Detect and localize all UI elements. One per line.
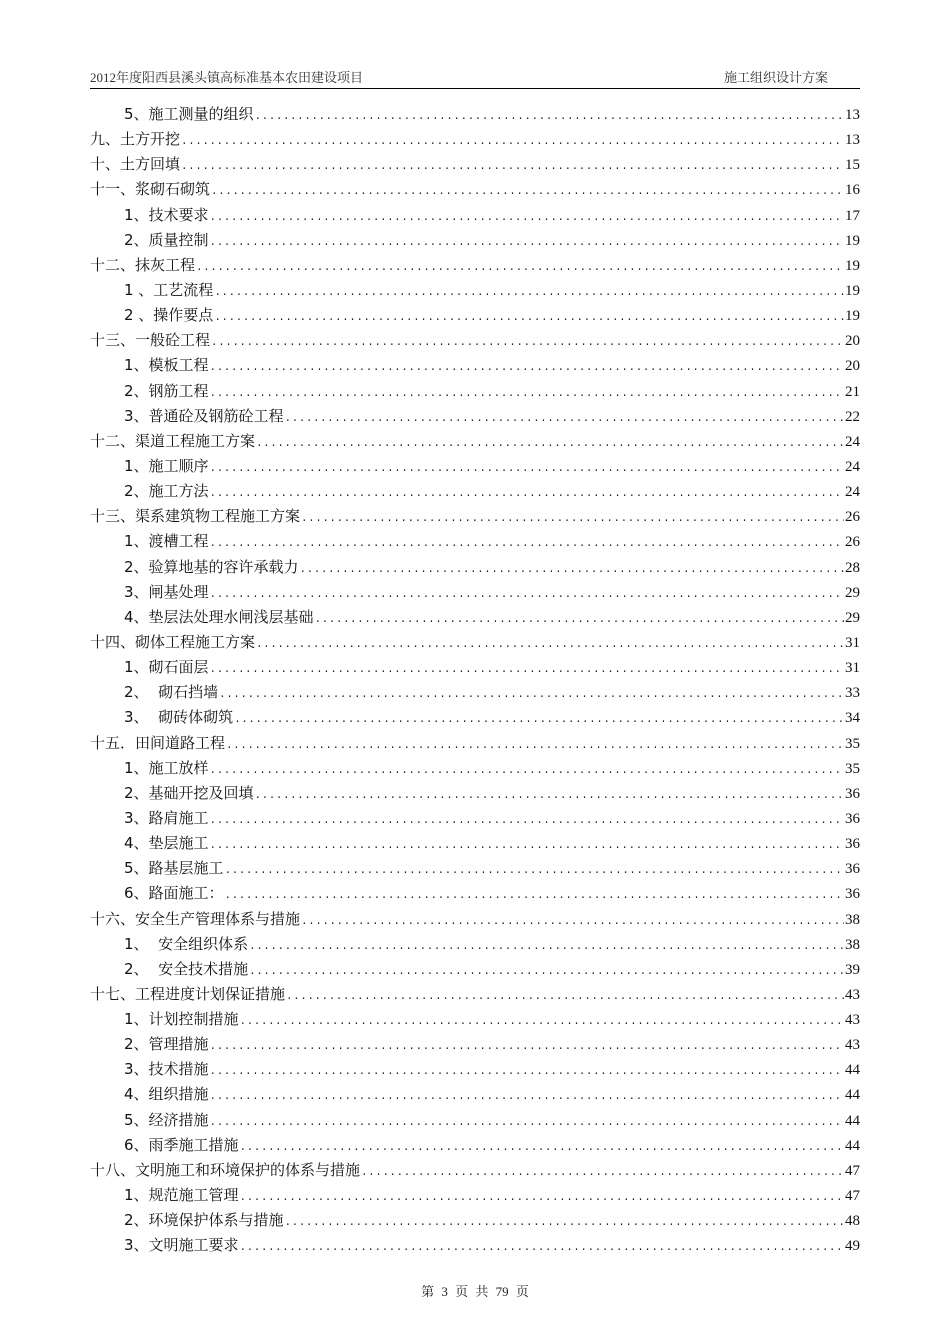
toc-section-entry[interactable] <box>90 253 860 278</box>
toc-subsection-entry[interactable] <box>90 529 860 554</box>
toc-dot-leader <box>301 507 844 532</box>
toc-entry-title: 1 、工艺流程 <box>124 280 214 299</box>
toc-dot-leader <box>219 683 844 708</box>
toc-entry-page-number: 43 <box>845 1037 860 1054</box>
toc-subsection-entry[interactable] <box>90 379 860 404</box>
toc-subsection-entry[interactable] <box>90 957 860 982</box>
toc-subsection-entry[interactable] <box>90 781 860 806</box>
toc-subsection-entry[interactable] <box>90 555 860 580</box>
toc-dot-leader <box>210 206 844 231</box>
toc-entry-title: 1、渡槽工程 <box>124 532 209 551</box>
toc-subsection-entry[interactable] <box>90 228 860 253</box>
toc-entry-title: 1、施工顺序 <box>124 456 209 475</box>
table-of-contents <box>90 102 860 1258</box>
toc-entry-title: 5、施工测量的组织 <box>124 105 254 123</box>
toc-subsection-entry[interactable] <box>90 806 860 831</box>
toc-entry-title: 3、闸基处理 <box>124 582 209 601</box>
toc-entry-page-number: 44 <box>845 1112 860 1129</box>
toc-section-entry[interactable] <box>90 504 860 529</box>
toc-entry-title: 1、施工放样 <box>124 758 209 777</box>
toc-dot-leader <box>286 985 844 1010</box>
toc-entry-page-number: 44 <box>845 1062 860 1079</box>
toc-dot-leader <box>210 1035 844 1060</box>
toc-entry-title: 1、砌石面层 <box>124 658 209 677</box>
toc-entry-page-number: 38 <box>845 936 860 953</box>
toc-entry-page-number: 21 <box>845 383 860 400</box>
toc-entry-title: 3、普通砼及钢筋砼工程 <box>124 406 284 425</box>
toc-entry-page-number: 29 <box>845 609 860 626</box>
toc-entry-title: 2、钢筋工程 <box>124 381 209 400</box>
toc-entry-title: 2、验算地基的容许承载力 <box>124 557 299 576</box>
toc-entry-page-number: 26 <box>845 509 860 526</box>
toc-section-entry[interactable] <box>90 177 860 202</box>
toc-subsection-entry[interactable] <box>90 605 860 630</box>
toc-entry-page-number: 36 <box>845 810 860 827</box>
toc-subsection-entry[interactable] <box>90 856 860 881</box>
toc-dot-leader <box>256 633 844 658</box>
toc-entry-title: 十四、砌体工程施工方案 <box>90 632 256 651</box>
toc-entry-page-number: 47 <box>845 1188 860 1205</box>
toc-entry-page-number: 19 <box>845 232 860 249</box>
toc-dot-leader <box>315 608 844 633</box>
toc-entry-page-number: 20 <box>845 333 860 350</box>
toc-dot-leader <box>210 532 844 557</box>
toc-dot-leader <box>181 130 844 155</box>
toc-subsection-entry[interactable] <box>90 278 860 303</box>
toc-entry-title: 1、规范施工管理 <box>124 1186 239 1205</box>
toc-entry-page-number: 48 <box>845 1213 860 1230</box>
toc-subsection-entry[interactable] <box>90 404 860 429</box>
toc-entry-page-number: 28 <box>845 559 860 576</box>
toc-entry-page-number: 36 <box>845 785 860 802</box>
toc-subsection-entry[interactable] <box>90 680 860 705</box>
toc-entry-title: 2、施工方法 <box>124 482 209 501</box>
toc-section-entry[interactable] <box>90 127 860 152</box>
toc-dot-leader <box>225 859 844 884</box>
toc-dot-leader <box>210 382 844 407</box>
toc-dot-leader <box>214 281 844 306</box>
toc-subsection-entry[interactable] <box>90 1057 860 1082</box>
toc-dot-leader <box>210 457 844 482</box>
toc-entry-title: 3、文明施工要求 <box>124 1236 239 1255</box>
toc-dot-leader <box>226 734 844 759</box>
toc-entry-title: 5、路基层施工 <box>124 859 224 878</box>
toc-entry-title: 十五．田间道路工程 <box>90 733 226 752</box>
toc-subsection-entry[interactable] <box>90 831 860 856</box>
toc-dot-leader <box>210 759 844 784</box>
toc-dot-leader <box>285 407 844 432</box>
toc-section-entry[interactable] <box>90 328 860 353</box>
toc-section-entry[interactable] <box>90 731 860 756</box>
toc-subsection-entry[interactable] <box>90 203 860 228</box>
toc-dot-leader <box>210 231 844 256</box>
toc-entry-title: 3、 砌砖体砌筑 <box>124 708 234 727</box>
toc-entry-page-number: 16 <box>845 182 860 199</box>
toc-entry-title: 2、基础开挖及回填 <box>124 783 254 802</box>
toc-entry-page-number: 35 <box>845 735 860 752</box>
toc-dot-leader <box>285 1211 844 1236</box>
toc-subsection-entry[interactable] <box>90 1007 860 1032</box>
toc-entry-title: 九、土方开挖 <box>90 130 181 149</box>
header-document-type: 施工组织设计方案 <box>723 70 828 85</box>
toc-entry-title: 2、环境保护体系与措施 <box>124 1211 284 1230</box>
toc-entry-page-number: 13 <box>845 132 860 149</box>
toc-entry-page-number: 36 <box>845 836 860 853</box>
toc-dot-leader <box>301 910 844 935</box>
toc-section-entry[interactable] <box>90 429 860 454</box>
toc-dot-leader <box>211 180 844 205</box>
toc-entry-title: 十、土方回填 <box>90 155 181 174</box>
toc-dot-leader <box>210 482 844 507</box>
toc-section-entry[interactable] <box>90 907 860 932</box>
toc-entry-title: 4、垫层施工 <box>124 834 209 853</box>
toc-entry-title: 1、计划控制措施 <box>124 1010 239 1029</box>
toc-entry-title: 2、 砌石挡墙 <box>124 683 219 702</box>
toc-entry-page-number: 39 <box>845 961 860 978</box>
toc-dot-leader <box>249 935 844 960</box>
toc-entry-page-number: 17 <box>845 207 860 224</box>
toc-dot-leader <box>240 1236 844 1261</box>
toc-entry-title: 2、管理措施 <box>124 1035 209 1054</box>
toc-entry-title: 2 、操作要点 <box>124 306 214 325</box>
toc-entry-page-number: 31 <box>845 634 860 651</box>
toc-entry-title: 3、路肩施工 <box>124 808 209 827</box>
toc-entry-page-number: 20 <box>845 358 860 375</box>
toc-entry-page-number: 36 <box>845 886 860 903</box>
toc-dot-leader <box>214 306 844 331</box>
toc-entry-title: 十二、抹灰工程 <box>90 255 196 274</box>
toc-section-entry[interactable] <box>90 1158 860 1183</box>
toc-subsection-entry[interactable] <box>90 1032 860 1057</box>
toc-dot-leader <box>256 432 844 457</box>
page-number-footer: 第 3 页 共 79 页 <box>421 1284 529 1299</box>
toc-dot-leader <box>255 105 844 130</box>
toc-entry-page-number: 35 <box>845 760 860 777</box>
toc-subsection-entry[interactable] <box>90 1082 860 1107</box>
toc-dot-leader <box>300 558 844 583</box>
toc-entry-page-number: 24 <box>845 458 860 475</box>
toc-entry-page-number: 24 <box>845 484 860 501</box>
toc-entry-page-number: 43 <box>845 1012 860 1029</box>
toc-subsection-entry[interactable] <box>90 655 860 680</box>
toc-subsection-entry[interactable] <box>90 303 860 328</box>
toc-dot-leader <box>255 784 844 809</box>
toc-section-entry[interactable] <box>90 630 860 655</box>
toc-dot-leader <box>249 960 844 985</box>
toc-entry-title: 1、模板工程 <box>124 356 209 375</box>
toc-entry-page-number: 47 <box>845 1162 860 1179</box>
toc-entry-page-number: 19 <box>845 308 860 325</box>
toc-dot-leader <box>196 256 844 281</box>
toc-subsection-entry[interactable] <box>90 102 860 127</box>
toc-dot-leader <box>181 155 844 180</box>
toc-dot-leader <box>210 1111 844 1136</box>
toc-section-entry[interactable] <box>90 982 860 1007</box>
toc-entry-page-number: 36 <box>845 861 860 878</box>
toc-dot-leader <box>240 1010 844 1035</box>
page-header <box>90 64 860 89</box>
toc-entry-page-number: 38 <box>845 911 860 928</box>
toc-subsection-entry[interactable] <box>90 932 860 957</box>
toc-subsection-entry[interactable] <box>90 1183 860 1208</box>
toc-subsection-entry[interactable] <box>90 580 860 605</box>
toc-entry-title: 1、 安全组织体系 <box>124 934 249 953</box>
toc-entry-page-number: 34 <box>845 710 860 727</box>
toc-entry-page-number: 24 <box>845 433 860 450</box>
toc-dot-leader <box>210 809 844 834</box>
toc-entry-page-number: 15 <box>845 157 860 174</box>
toc-entry-title: 5、经济措施 <box>124 1110 209 1129</box>
toc-entry-page-number: 13 <box>845 107 860 123</box>
toc-subsection-entry[interactable] <box>90 479 860 504</box>
toc-dot-leader <box>211 331 844 356</box>
toc-subsection-entry[interactable] <box>90 881 860 906</box>
toc-dot-leader <box>210 1085 844 1110</box>
toc-entry-title: 十三、一般砼工程 <box>90 331 211 350</box>
toc-entry-title: 十七、工程进度计划保证措施 <box>90 984 286 1003</box>
toc-subsection-entry[interactable] <box>90 454 860 479</box>
toc-entry-title: 3、技术措施 <box>124 1060 209 1079</box>
toc-subsection-entry[interactable] <box>90 1208 860 1233</box>
toc-entry-page-number: 22 <box>845 408 860 425</box>
toc-dot-leader <box>210 1060 844 1085</box>
toc-section-entry[interactable] <box>90 152 860 177</box>
toc-subsection-entry[interactable] <box>90 756 860 781</box>
toc-entry-title: 十三、渠系建筑物工程施工方案 <box>90 507 301 526</box>
toc-entry-page-number: 19 <box>845 282 860 299</box>
toc-subsection-entry[interactable] <box>90 353 860 378</box>
toc-entry-title: 4、垫层法处理水闸浅层基础 <box>124 607 314 626</box>
toc-entry-page-number: 19 <box>845 257 860 274</box>
header-project-title: 2012年度阳西县溪头镇高标准基本农田建设项目 <box>90 70 364 85</box>
toc-entry-title: 1、技术要求 <box>124 205 209 224</box>
toc-entry-title: 2、 安全技术措施 <box>124 959 249 978</box>
toc-dot-leader <box>225 884 844 909</box>
toc-entry-page-number: 31 <box>845 660 860 677</box>
toc-subsection-entry[interactable] <box>90 1233 860 1258</box>
toc-dot-leader <box>240 1186 844 1211</box>
toc-subsection-entry[interactable] <box>90 705 860 730</box>
toc-entry-title: 十一、浆砌石砌筑 <box>90 180 211 199</box>
toc-subsection-entry[interactable] <box>90 1108 860 1133</box>
toc-entry-title: 4、组织措施 <box>124 1085 209 1104</box>
toc-entry-page-number: 44 <box>845 1087 860 1104</box>
toc-entry-page-number: 49 <box>845 1238 860 1255</box>
toc-entry-title: 6、路面施工： <box>124 884 224 903</box>
toc-dot-leader <box>210 658 844 683</box>
toc-entry-title: 十六、安全生产管理体系与措施 <box>90 909 301 928</box>
toc-entry-page-number: 26 <box>845 534 860 551</box>
toc-entry-title: 十二、渠道工程施工方案 <box>90 431 256 450</box>
toc-dot-leader <box>361 1161 844 1186</box>
toc-entry-page-number: 33 <box>845 685 860 702</box>
toc-dot-leader <box>210 834 844 859</box>
toc-entry-title: 十八、文明施工和环境保护的体系与措施 <box>90 1160 361 1179</box>
toc-entry-title: 6、雨季施工措施 <box>124 1135 239 1154</box>
toc-entry-page-number: 43 <box>845 986 860 1003</box>
toc-entry-title: 2、质量控制 <box>124 230 209 249</box>
toc-dot-leader <box>234 708 844 733</box>
toc-subsection-entry[interactable] <box>90 1133 860 1158</box>
toc-dot-leader <box>210 356 844 381</box>
toc-entry-page-number: 29 <box>845 584 860 601</box>
toc-entry-page-number: 44 <box>845 1137 860 1154</box>
